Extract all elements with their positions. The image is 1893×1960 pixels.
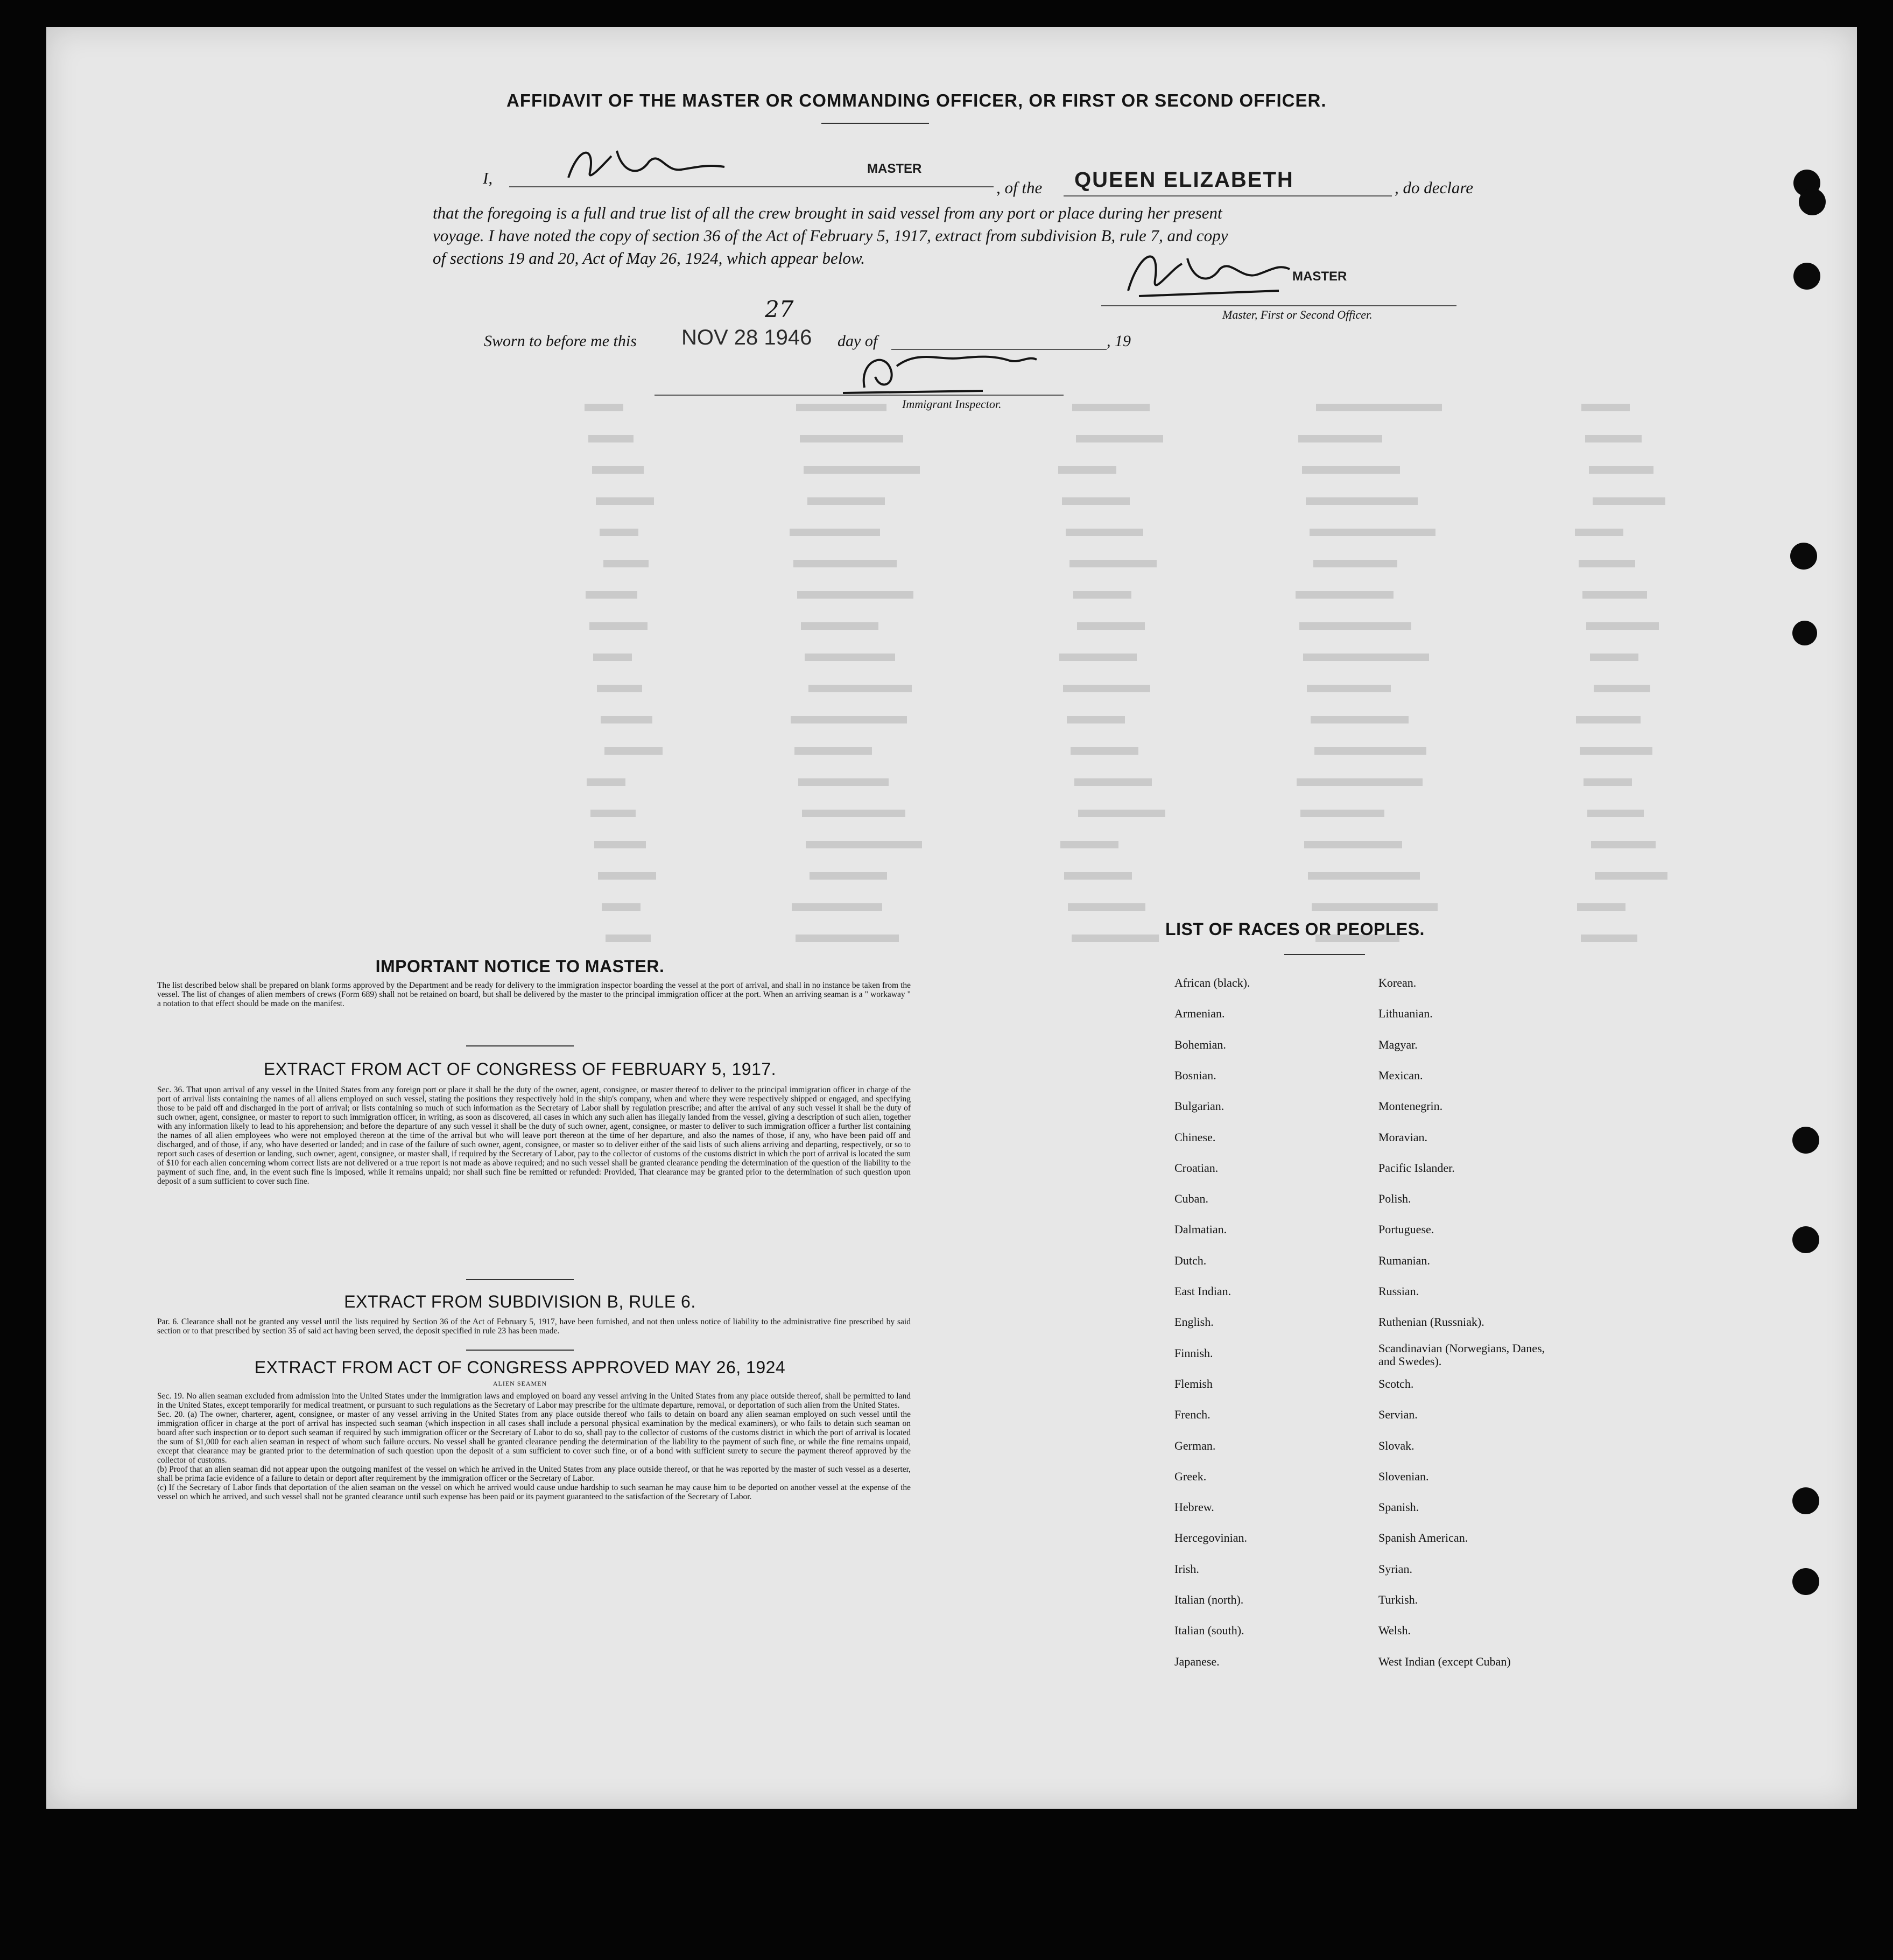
binder-hole: [1799, 188, 1826, 215]
bleed-mark: [798, 778, 889, 786]
race-item: Portuguese.: [1378, 1223, 1434, 1237]
bleed-mark: [1589, 466, 1653, 474]
bleed-mark: [806, 841, 922, 848]
bleed-mark: [1591, 841, 1656, 848]
race-item: African (black).: [1174, 976, 1250, 989]
bleed-mark: [585, 404, 623, 411]
binder-hole: [1792, 1568, 1819, 1595]
declaration-line-2: that the foregoing is a full and true list of all the crew brought in said vessel from any port or place during her present: [433, 203, 1222, 222]
bleed-mark: [1577, 903, 1625, 911]
bleed-mark: [1593, 497, 1665, 505]
race-item: Italian (north).: [1174, 1593, 1244, 1606]
bleed-mark: [807, 497, 885, 505]
race-item: Slovenian.: [1378, 1469, 1429, 1483]
race-item: Lithuanian.: [1378, 1007, 1433, 1021]
inspector-line: [655, 395, 1064, 396]
bleed-mark: [1060, 841, 1118, 848]
subdivision-heading: EXTRACT FROM SUBDIVISION B, RULE 6.: [344, 1292, 696, 1311]
race-item: Spanish.: [1378, 1500, 1419, 1514]
of-the-label: , of the: [996, 178, 1043, 197]
binder-hole: [1792, 1487, 1819, 1514]
bleed-mark: [810, 872, 887, 880]
bleed-mark: [796, 404, 886, 411]
bleed-mark: [1077, 622, 1145, 630]
race-item: Scandinavian (Norwegians, Danes, and Swedes).: [1378, 1341, 1545, 1368]
bleed-mark: [1072, 404, 1150, 411]
bleed-mark: [1063, 685, 1150, 692]
race-item: German.: [1174, 1438, 1216, 1452]
bleed-mark: [1304, 841, 1402, 848]
bleed-mark: [593, 654, 632, 661]
race-item: Chinese.: [1174, 1130, 1216, 1144]
bleed-mark: [797, 591, 913, 599]
sec-20a: Sec. 20. (a) The owner, charterer, agent, consignee, or master of any vessel arriving in the United States from any place outside thereof who fails to detain on board any alien seaman employed on such vessel until the immigration officer in charge at the port of arrival has inspected such seaman (which inspection in all cases shall include a personal physical examination by the medical examiners), or who fails to detain such seaman on board after such inspection or to deport such seaman if required by such immigration officer or the Secretary of Labor to do so, shall pay to the collector of customs of the customs district in which the port of arrival is located the sum of $1,000 for each alien seaman in respect of whom such failure occurs. No vessel shall be granted clearance pending the determination of the liability to the payment of such fine, or while the fine remains unpaid, except that clearance may be granted prior to the determination of such question upon the deposit of a sum sufficient to cover such fine, or of a bond with sufficient surety to secure the payment thereof approved by the collector of customs.: [157, 1410, 911, 1465]
extract-1917-text: Sec. 36. That upon arrival of any vessel in the United States from any foreign port or place it shall be the duty of the owner, agent, consignee, or master thereof to deliver to the principal immigration officer in charge of the port of arrival lists containing the names of all aliens employed on such vessel, stating the positions they respectively hold in the ship's company, when and where they were respectively shipped or engaged, and specifying those to be paid off and discharged in the port of arrival; or lists containing so much of such information as the Secretary of Labor shall by regulation prescribe; and after the arrival of any such vessel it shall be the duty of such owner, agent, consignee, or master to report to such immigration officer, in writing, as soon as discovered, all cases in which any such alien has illegally landed from the vessel, giving a description of such alien, together with any information likely to lead to his apprehension; and before the departure of any such vessel it shall be the duty of such owner, agent, consignee, or master to deliver to such immigration officer a further list containing the names of all alien employees who were not employed thereon at the time of the arrival but who will leave port thereon at the time of her departure, and also the names of those, if any, who have been paid off and discharged, and of those, if any, who have deserted or landed; and in case of the failure of such owner, agent, consignee, or master so to deliver either of the said lists of such aliens arriving and departing, respectively, or so to report such cases of desertion or landing, such owner, agent, consignee, or master shall, if required by the Secretary of Labor, pay to the collector of customs of the customs district in which the port of arrival is located the sum of $10 for each alien concerning whom correct lists are not delivered or a true report is not made as above required; and no such vessel shall be granted clearance pending the determination of the question of the liability to the payment of such fine, and, in the event such fine is imposed, while it remains unpaid; nor shall such fine be remitted or refunded: Provided, That clearance may be granted prior to the determination of such question upon deposit of a sum sufficient to cover such fine.: [157, 1085, 911, 1186]
bleed-mark: [601, 716, 652, 723]
subdivision-divider: [466, 1350, 574, 1351]
document-page: [46, 27, 1857, 1809]
bleed-mark: [1585, 435, 1642, 442]
races-heading: LIST OF RACES OR PEOPLES.: [1165, 919, 1425, 939]
bleed-mark: [1300, 810, 1384, 817]
sec-19: Sec. 19. No alien seaman excluded from admission into the United States under the immigration laws and employed on board any vessel arriving in the United States from any place outside thereof, shall be permitted to land in the United States, except temporarily for medical treatment, or pursuant to such regulations as the Secretary of Labor may prescribe for the ultimate departure, removal, or deportation of such alien from the United States.: [157, 1392, 911, 1410]
bleed-mark: [589, 622, 648, 630]
do-declare-label: , do declare: [1395, 178, 1474, 197]
races-divider: [1284, 954, 1365, 955]
race-item: Dutch.: [1174, 1253, 1207, 1267]
race-item: Japanese.: [1174, 1654, 1220, 1668]
race-item: Welsh.: [1378, 1624, 1411, 1638]
bleed-mark: [1069, 560, 1157, 567]
race-item: Pacific Islander.: [1378, 1161, 1455, 1175]
bleed-mark: [603, 560, 649, 567]
bleed-mark: [592, 466, 644, 474]
master-stamp-1: MASTER: [867, 161, 922, 176]
inspector-caption: Immigrant Inspector.: [902, 397, 1002, 411]
race-item: Dalmatian.: [1174, 1223, 1227, 1237]
bleed-mark: [1582, 591, 1647, 599]
bleed-mark: [1302, 466, 1400, 474]
signature-caption: Master, First or Second Officer.: [1222, 308, 1373, 321]
race-item: Flemish: [1174, 1376, 1213, 1390]
affidavit-title: AFFIDAVIT OF THE MASTER OR COMMANDING OFFICER, OR FIRST OR SECOND OFFICER.: [506, 90, 1327, 110]
race-item: Armenian.: [1174, 1007, 1225, 1021]
bleed-mark: [1581, 935, 1637, 942]
bleed-mark: [1584, 778, 1632, 786]
bleed-mark: [598, 872, 656, 880]
extract-1924-subheading: ALIEN SEAMEN: [492, 1380, 547, 1387]
bleed-mark: [1303, 654, 1429, 661]
race-item: Turkish.: [1378, 1593, 1418, 1606]
sec-20b: (b) Proof that an alien seaman did not appear upon the outgoing manifest of the vessel on which he arrived in the United States from any place outside thereof, or that he was reported by the master of such vessel as a deserter, shall be prima facie evidence of a failure to detain or deport after requirement by the immigration officer or the Secretary of Labor.: [157, 1465, 911, 1483]
bleed-mark: [1308, 872, 1420, 880]
race-item: Greek.: [1174, 1469, 1207, 1483]
title-divider: [821, 123, 929, 124]
binder-hole: [1792, 621, 1817, 645]
race-item: Italian (south).: [1174, 1624, 1244, 1638]
bleed-mark: [1058, 466, 1116, 474]
race-item: Syrian.: [1378, 1562, 1412, 1576]
ship-name-stamp: QUEEN ELIZABETH: [1074, 168, 1294, 192]
master-signature-1: [558, 140, 741, 191]
bleed-mark: [597, 685, 642, 692]
bleed-mark: [1299, 622, 1411, 630]
race-item: Montenegrin.: [1378, 1099, 1443, 1113]
race-item: Spanish American.: [1378, 1531, 1468, 1545]
bleed-mark: [1064, 872, 1132, 880]
bleed-mark: [1297, 778, 1423, 786]
race-item: Bulgarian.: [1174, 1099, 1225, 1113]
bleed-mark: [600, 529, 638, 536]
declaration-i: I,: [483, 168, 493, 187]
race-item: Bohemian.: [1174, 1037, 1226, 1051]
handwritten-day: 27: [765, 296, 794, 322]
bleed-mark: [792, 903, 882, 911]
races-right-column: [1378, 976, 1626, 1730]
declaration-line-4: of sections 19 and 20, Act of May 26, 1924, which appear below.: [433, 249, 865, 268]
bleed-mark: [1062, 497, 1130, 505]
bleed-mark: [800, 435, 903, 442]
bleed-mark: [1594, 685, 1650, 692]
race-item: French.: [1174, 1408, 1211, 1422]
bleed-mark: [586, 591, 637, 599]
bleed-mark: [1078, 810, 1165, 817]
bleed-mark: [606, 935, 651, 942]
bleed-mark: [1306, 497, 1418, 505]
bleed-mark: [1066, 529, 1143, 536]
bleed-mark: [808, 685, 912, 692]
bleed-mark: [1312, 903, 1438, 911]
race-item: Bosnian.: [1174, 1068, 1216, 1082]
bleed-mark: [602, 903, 641, 911]
race-item: Russian.: [1378, 1284, 1419, 1298]
notice-divider: [466, 1045, 574, 1046]
race-item: West Indian (except Cuban): [1378, 1654, 1511, 1668]
race-item: Finnish.: [1174, 1346, 1213, 1360]
bleed-mark: [1310, 529, 1435, 536]
year-suffix: , 19: [1107, 332, 1131, 350]
day-of-label: day of: [838, 332, 878, 350]
bleed-mark: [1307, 685, 1391, 692]
race-item: Hercegovinian.: [1174, 1531, 1247, 1545]
inspector-signature: [832, 339, 1080, 398]
sworn-prefix: Sworn to before me this: [484, 332, 637, 350]
bleed-mark: [793, 560, 897, 567]
race-item: Korean.: [1378, 976, 1417, 989]
bleed-mark: [796, 935, 899, 942]
bleed-mark: [1576, 716, 1641, 723]
signature-line: [1101, 305, 1456, 306]
race-item: Servian.: [1378, 1408, 1418, 1422]
bleed-mark: [1311, 716, 1409, 723]
bleed-mark: [596, 497, 654, 505]
notice-text: The list described below shall be prepared on blank forms approved by the Department and be ready for delivery to the immigration inspector boarding the vessel at the port of arrival, and shall in no instance be taken from the vessel. The list of changes of alien members of crews (Form 689) shall not be retained on board, but shall be delivered by the master to the principal immigration officer at the port. When an arriving seaman is a " workaway " a notation to that effect should be made on the manifest.: [157, 981, 911, 1008]
binder-hole: [1792, 1226, 1819, 1253]
race-item: Cuban.: [1174, 1192, 1208, 1206]
bleed-mark: [1579, 560, 1635, 567]
extract-1924-heading: EXTRACT FROM ACT OF CONGRESS APPROVED MAY 26, 1924: [254, 1358, 786, 1377]
bleed-mark: [804, 466, 920, 474]
binder-hole: [1792, 1127, 1819, 1154]
bleed-mark: [1586, 622, 1659, 630]
bleed-mark: [1580, 747, 1652, 755]
bleed-mark: [1073, 591, 1131, 599]
race-item: Irish.: [1174, 1562, 1199, 1576]
race-item: Ruthenian (Russniak).: [1378, 1315, 1484, 1329]
bleed-mark: [590, 810, 636, 817]
bleed-mark: [588, 435, 634, 442]
subdivision-text: Par. 6. Clearance shall not be granted any vessel until the lists required by Section 36 of the Act of February 5, 1917, have been furnished, and not then unless notice of liability to the administrative fine prescribed by said section or to that prescribed by section 35 of said act having been served, the deposit specified in rule 23 has been made.: [157, 1317, 911, 1336]
bleed-mark: [1587, 810, 1644, 817]
bleed-mark: [1314, 747, 1426, 755]
bleed-mark: [1316, 404, 1442, 411]
race-item: Croatian.: [1174, 1161, 1219, 1175]
bleed-mark: [791, 716, 907, 723]
bleed-mark: [1076, 435, 1163, 442]
bleed-mark: [1298, 435, 1382, 442]
binder-hole: [1790, 543, 1817, 570]
extract-1924-text: [157, 1392, 911, 1501]
race-item: Scotch.: [1378, 1376, 1414, 1390]
bleed-through-text: [585, 404, 1822, 996]
bleed-mark: [1074, 778, 1152, 786]
master-stamp-2: MASTER: [1292, 269, 1347, 284]
race-item: Magyar.: [1378, 1037, 1418, 1051]
bleed-mark: [1581, 404, 1630, 411]
bleed-mark: [1595, 872, 1667, 880]
race-item: Hebrew.: [1174, 1500, 1214, 1514]
master-signature-2: [1117, 231, 1295, 307]
ship-fill-line: [1064, 195, 1392, 196]
extract-1917-divider: [466, 1279, 574, 1280]
bleed-mark: [587, 778, 625, 786]
race-item: Mexican.: [1378, 1068, 1423, 1082]
race-item: Polish.: [1378, 1192, 1411, 1206]
bleed-mark: [1575, 529, 1623, 536]
declaration-line-3: voyage. I have noted the copy of section 36 of the Act of February 5, 1917, extract from subdivision B, rule 7, and copy: [433, 226, 1228, 245]
binder-hole: [1793, 263, 1820, 290]
race-item: Rumanian.: [1378, 1253, 1430, 1267]
bleed-mark: [1059, 654, 1137, 661]
bleed-mark: [1590, 654, 1638, 661]
bleed-mark: [1071, 747, 1138, 755]
bleed-mark: [794, 747, 872, 755]
bleed-mark: [1296, 591, 1394, 599]
bleed-mark: [802, 810, 905, 817]
bleed-mark: [1068, 903, 1145, 911]
notice-heading: IMPORTANT NOTICE TO MASTER.: [375, 957, 665, 976]
bleed-mark: [1067, 716, 1125, 723]
sworn-date-stamp: NOV 28 1946: [681, 326, 812, 349]
race-item: Slovak.: [1378, 1438, 1415, 1452]
race-item: East Indian.: [1174, 1284, 1231, 1298]
race-item: Moravian.: [1378, 1130, 1428, 1144]
bleed-mark: [594, 841, 646, 848]
bleed-mark: [801, 622, 878, 630]
race-item: English.: [1174, 1315, 1214, 1329]
bleed-mark: [790, 529, 880, 536]
sec-20c: (c) If the Secretary of Labor finds that deportation of the alien seaman on the vessel on which he arrived would cause undue hardship to such seaman he may cause him to be deported on another vessel at the expense of the vessel on which he arrived, and such vessel shall not be granted clearance until such expense has been paid or its payment guaranteed to the satisfaction of the Secretary of Labor.: [157, 1483, 911, 1501]
bleed-mark: [1313, 560, 1397, 567]
bleed-mark: [805, 654, 895, 661]
extract-1917-heading: EXTRACT FROM ACT OF CONGRESS OF FEBRUARY 5, 1917.: [263, 1059, 777, 1079]
bleed-mark: [604, 747, 663, 755]
